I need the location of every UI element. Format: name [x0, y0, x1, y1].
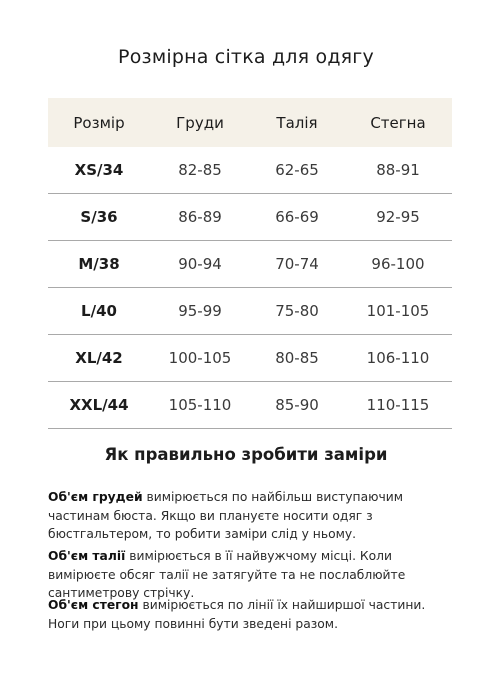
- hips-term: Об'єм стегон: [48, 598, 139, 612]
- waist-cell: 62-65: [275, 161, 319, 179]
- waist-term: Об'єм талії: [48, 549, 126, 563]
- chest-cell: 100-105: [168, 349, 232, 367]
- header-hips: Стегна: [370, 113, 426, 132]
- page-title: Розмірна сітка для одягу: [118, 46, 374, 68]
- chest-cell: 86-89: [178, 208, 222, 226]
- table-row: [48, 194, 452, 241]
- hips-cell: 106-110: [366, 349, 430, 367]
- chest-instruction: [48, 488, 448, 544]
- table-row: [48, 288, 452, 335]
- waist-text: вимірюється в її найвужчому місці. Коли вимірюєте обсяг талії не затягуйте та не послаблюйте сантиметрову стрічку.: [48, 549, 406, 600]
- size-cell: XS/34: [74, 161, 124, 179]
- instructions-title: Як правильно зробити заміри: [104, 445, 388, 464]
- chest-term: Об'єм грудей: [48, 490, 143, 504]
- chest-cell: 90-94: [178, 255, 222, 273]
- waist-cell: 85-90: [275, 396, 319, 414]
- chest-cell: 82-85: [178, 161, 222, 179]
- table-row: [48, 241, 452, 288]
- hips-instruction: [48, 596, 448, 633]
- size-cell: S/36: [80, 208, 118, 226]
- chest-text: вимірюється по найбільш виступаючим частинам бюста. Якщо ви плануєте носити одяг з бюстгальтером, то робити заміри слід у ньому.: [48, 490, 403, 541]
- size-cell: XXL/44: [69, 396, 129, 414]
- table-row: [48, 382, 452, 429]
- header-chest: Груди: [176, 113, 224, 132]
- table-row: [48, 147, 452, 194]
- size-cell: L/40: [81, 302, 117, 320]
- waist-cell: 66-69: [275, 208, 319, 226]
- table-row: [48, 335, 452, 382]
- size-table: [48, 98, 452, 429]
- waist-cell: 80-85: [275, 349, 319, 367]
- header-waist: Талія: [276, 113, 318, 132]
- chest-cell: 105-110: [168, 396, 232, 414]
- header-size: Розмір: [73, 113, 125, 132]
- size-cell: XL/42: [75, 349, 123, 367]
- table-header-row: [48, 98, 452, 147]
- waist-cell: 70-74: [275, 255, 319, 273]
- waist-cell: 75-80: [275, 302, 319, 320]
- size-cell: M/38: [78, 255, 120, 273]
- hips-text: вимірюється по лінії їх найширшої частини. Ноги при цьому повинні бути зведені разом.: [48, 598, 426, 631]
- hips-cell: 101-105: [366, 302, 430, 320]
- hips-cell: 88-91: [376, 161, 420, 179]
- hips-cell: 110-115: [366, 396, 430, 414]
- waist-instruction: [48, 547, 448, 603]
- chest-cell: 95-99: [178, 302, 222, 320]
- hips-cell: 96-100: [371, 255, 425, 273]
- hips-cell: 92-95: [376, 208, 420, 226]
